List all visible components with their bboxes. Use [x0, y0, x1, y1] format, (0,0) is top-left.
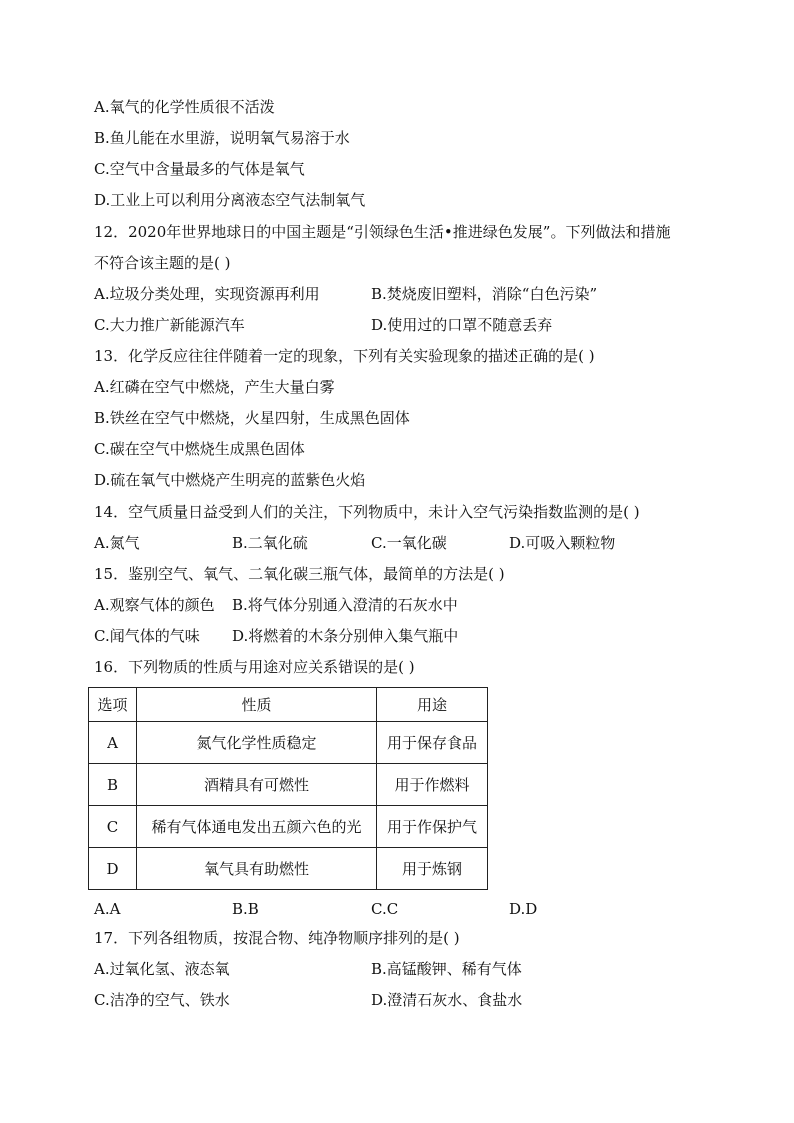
- q12-stem-line1: 12．2020年世界地球日的中国主题是“引领绿色生活•推进绿色发展”。下列做法和措施: [94, 223, 671, 241]
- table-cell: 酒精具有可燃性: [137, 764, 377, 806]
- q11-option-d: D.工业上可以利用分离液态空气法制氧气: [94, 191, 366, 209]
- table-header-option: 选项: [89, 688, 137, 722]
- table-cell: 用于作保护气: [377, 806, 488, 848]
- q15-stem: 15．鉴别空气、氧气、二氧化碳三瓶气体，最简单的方法是( ): [94, 565, 505, 583]
- q17-option-a: A.过氧化氢、液态氧: [94, 960, 230, 978]
- q14-option-d: D.可吸入颗粒物: [509, 534, 616, 552]
- q14-option-b: B.二氧化硫: [232, 534, 308, 552]
- q14-option-c: C.一氧化碳: [371, 534, 447, 552]
- table-cell: 稀有气体通电发出五颜六色的光: [137, 806, 377, 848]
- q14-stem: 14．空气质量日益受到人们的关注，下列物质中，未计入空气污染指数监测的是( ): [94, 503, 640, 521]
- table-cell: B: [89, 764, 137, 806]
- q11-option-c: C.空气中含量最多的气体是氧气: [94, 160, 305, 178]
- table-cell: C: [89, 806, 137, 848]
- table-cell: D: [89, 848, 137, 890]
- q12-option-a: A.垃圾分类处理，实现资源再利用: [94, 285, 320, 303]
- q17-option-b: B.高锰酸钾、稀有气体: [371, 960, 522, 978]
- table-header-property: 性质: [137, 688, 377, 722]
- q13-option-b: B.铁丝在空气中燃烧，火星四射，生成黑色固体: [94, 409, 410, 427]
- q16-option-a: A.A: [94, 900, 121, 918]
- table-cell: 氮气化学性质稳定: [137, 722, 377, 764]
- q13-stem: 13．化学反应往往伴随着一定的现象，下列有关实验现象的描述正确的是( ): [94, 347, 595, 365]
- q16-stem: 16．下列物质的性质与用途对应关系错误的是( ): [94, 658, 415, 676]
- table-header-row: [89, 688, 488, 722]
- q11-option-b: B.鱼儿能在水里游，说明氧气易溶于水: [94, 129, 350, 147]
- q13-option-c: C.碳在空气中燃烧生成黑色固体: [94, 440, 305, 458]
- q12-option-d: D.使用过的口罩不随意丢弃: [371, 316, 553, 334]
- table-row: [89, 722, 488, 764]
- table-cell: 用于作燃料: [377, 764, 488, 806]
- table-cell: 氧气具有助燃性: [137, 848, 377, 890]
- table-row: [89, 806, 488, 848]
- table-cell: 用于保存食品: [377, 722, 488, 764]
- q12-option-b: B.焚烧废旧塑料，消除“白色污染”: [371, 285, 598, 303]
- table-row: [89, 764, 488, 806]
- q12-stem-line2: 不符合该主题的是( ): [94, 254, 231, 272]
- q16-table: [88, 687, 488, 890]
- table-header-use: 用途: [377, 688, 488, 722]
- q13-option-d: D.硫在氧气中燃烧产生明亮的蓝紫色火焰: [94, 471, 366, 489]
- table-cell: 用于炼钢: [377, 848, 488, 890]
- q13-option-a: A.红磷在空气中燃烧，产生大量白雾: [94, 378, 335, 396]
- q11-option-a: A.氧气的化学性质很不活泼: [94, 98, 275, 116]
- q15-option-a: A.观察气体的颜色: [94, 596, 215, 614]
- q15-option-d: D.将燃着的木条分别伸入集气瓶中: [232, 627, 459, 645]
- q17-stem: 17．下列各组物质，按混合物、纯净物顺序排列的是( ): [94, 929, 460, 947]
- q16-option-b: B.B: [232, 900, 259, 918]
- q17-option-c: C.洁净的空气、铁水: [94, 991, 230, 1009]
- q17-option-d: D.澄清石灰水、食盐水: [371, 991, 523, 1009]
- q15-option-c: C.闻气体的气味: [94, 627, 200, 645]
- q12-option-c: C.大力推广新能源汽车: [94, 316, 245, 334]
- q14-option-a: A.氮气: [94, 534, 140, 552]
- q16-option-c: C.C: [371, 900, 399, 918]
- table-row: [89, 848, 488, 890]
- q15-option-b: B.将气体分别通入澄清的石灰水中: [232, 596, 458, 614]
- table-cell: A: [89, 722, 137, 764]
- q16-option-d: D.D: [509, 900, 538, 918]
